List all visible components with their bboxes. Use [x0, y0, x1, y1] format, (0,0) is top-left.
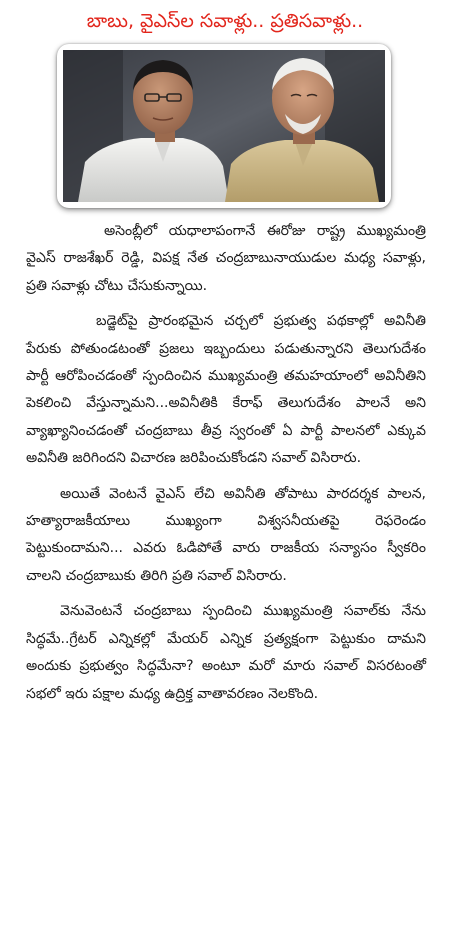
article-headline: బాబు, వైఎస్‌ల సవాళ్లు.. ప్రతిసవాళ్లు.. — [86, 10, 364, 32]
article-paragraph: బడ్జెట్‌పై ప్రారంభమైన చర్చలో ప్రభుత్వ పథకాల్లో అవినీతి పేరుకు పోతుండటంతో ప్రజలు ఇబ్బందులు పడుతున్నారని తెలుగుదేశం పార్టీ ఆరోపించడంతో స్పందించిన ముఖ్యమంత్రి తమహయాంలో అవినీతిని పెకలించి వేస్తున్నామని...అవినీతికి కేరాఫ్ తెలుగుదేశం పాలనే అని వ్యాఖ్యానించడంతో చంద్రబాబు తీవ్ర స్వరంతో ఏ పార్టీ పాలనలో ఎక్కువ అవినీతి జరిగిందని విచారణ జరిపించుకోండని సవాల్ విసిరారు. — [26, 313, 426, 467]
article-paragraph: అయితే వెంటనే వైఎస్ లేచి అవినీతి తోపాటు పారదర్శక పాలన, హత్యారాజకీయాలు ముఖ్యంగా విశ్వసనీయతపై రెఫరెండం పెట్టుకుందామని... ఎవరు ఓడిపోతే వారు రాజకీయ సన్యాసం స్వీకరిం చాలని చంద్రబాబుకు తిరిగి ప్రతి సవాల్ విసిరారు. — [26, 485, 426, 584]
article-body — [26, 218, 426, 716]
article-photo — [57, 44, 391, 208]
article-paragraph: అసెంబ్లీలో యధాలాపంగానే ఈరోజు రాష్ట్ర ముఖ్యమంత్రి వైఎస్ రాజశేఖర్ రెడ్డి, విపక్ష నేత చంద్రబాబునాయుడుల మధ్య సవాళ్లు, ప్రతి సవాళ్లు చోటు చేసుకున్నాయి. — [26, 223, 426, 294]
two-politicians-photo — [63, 50, 385, 202]
article-paragraph: వెనువెంటనే చంద్రబాబు స్పందించి ముఖ్యమంత్రి సవాల్‌కు నేను సిద్ధమే..గ్రేటర్ ఎన్నికల్లో మేయర్ ఎన్నిక ప్రత్యక్షంగా పెట్టుకుం దామని అందుకు ప్రభుత్వం సిద్ధమేనా? అంటూ మరో మారు సవాల్ విసరటంతో సభలో ఇరు పక్షాల మధ్య ఉద్రిక్త వాతావరణం నెలకొంది. — [26, 603, 426, 702]
